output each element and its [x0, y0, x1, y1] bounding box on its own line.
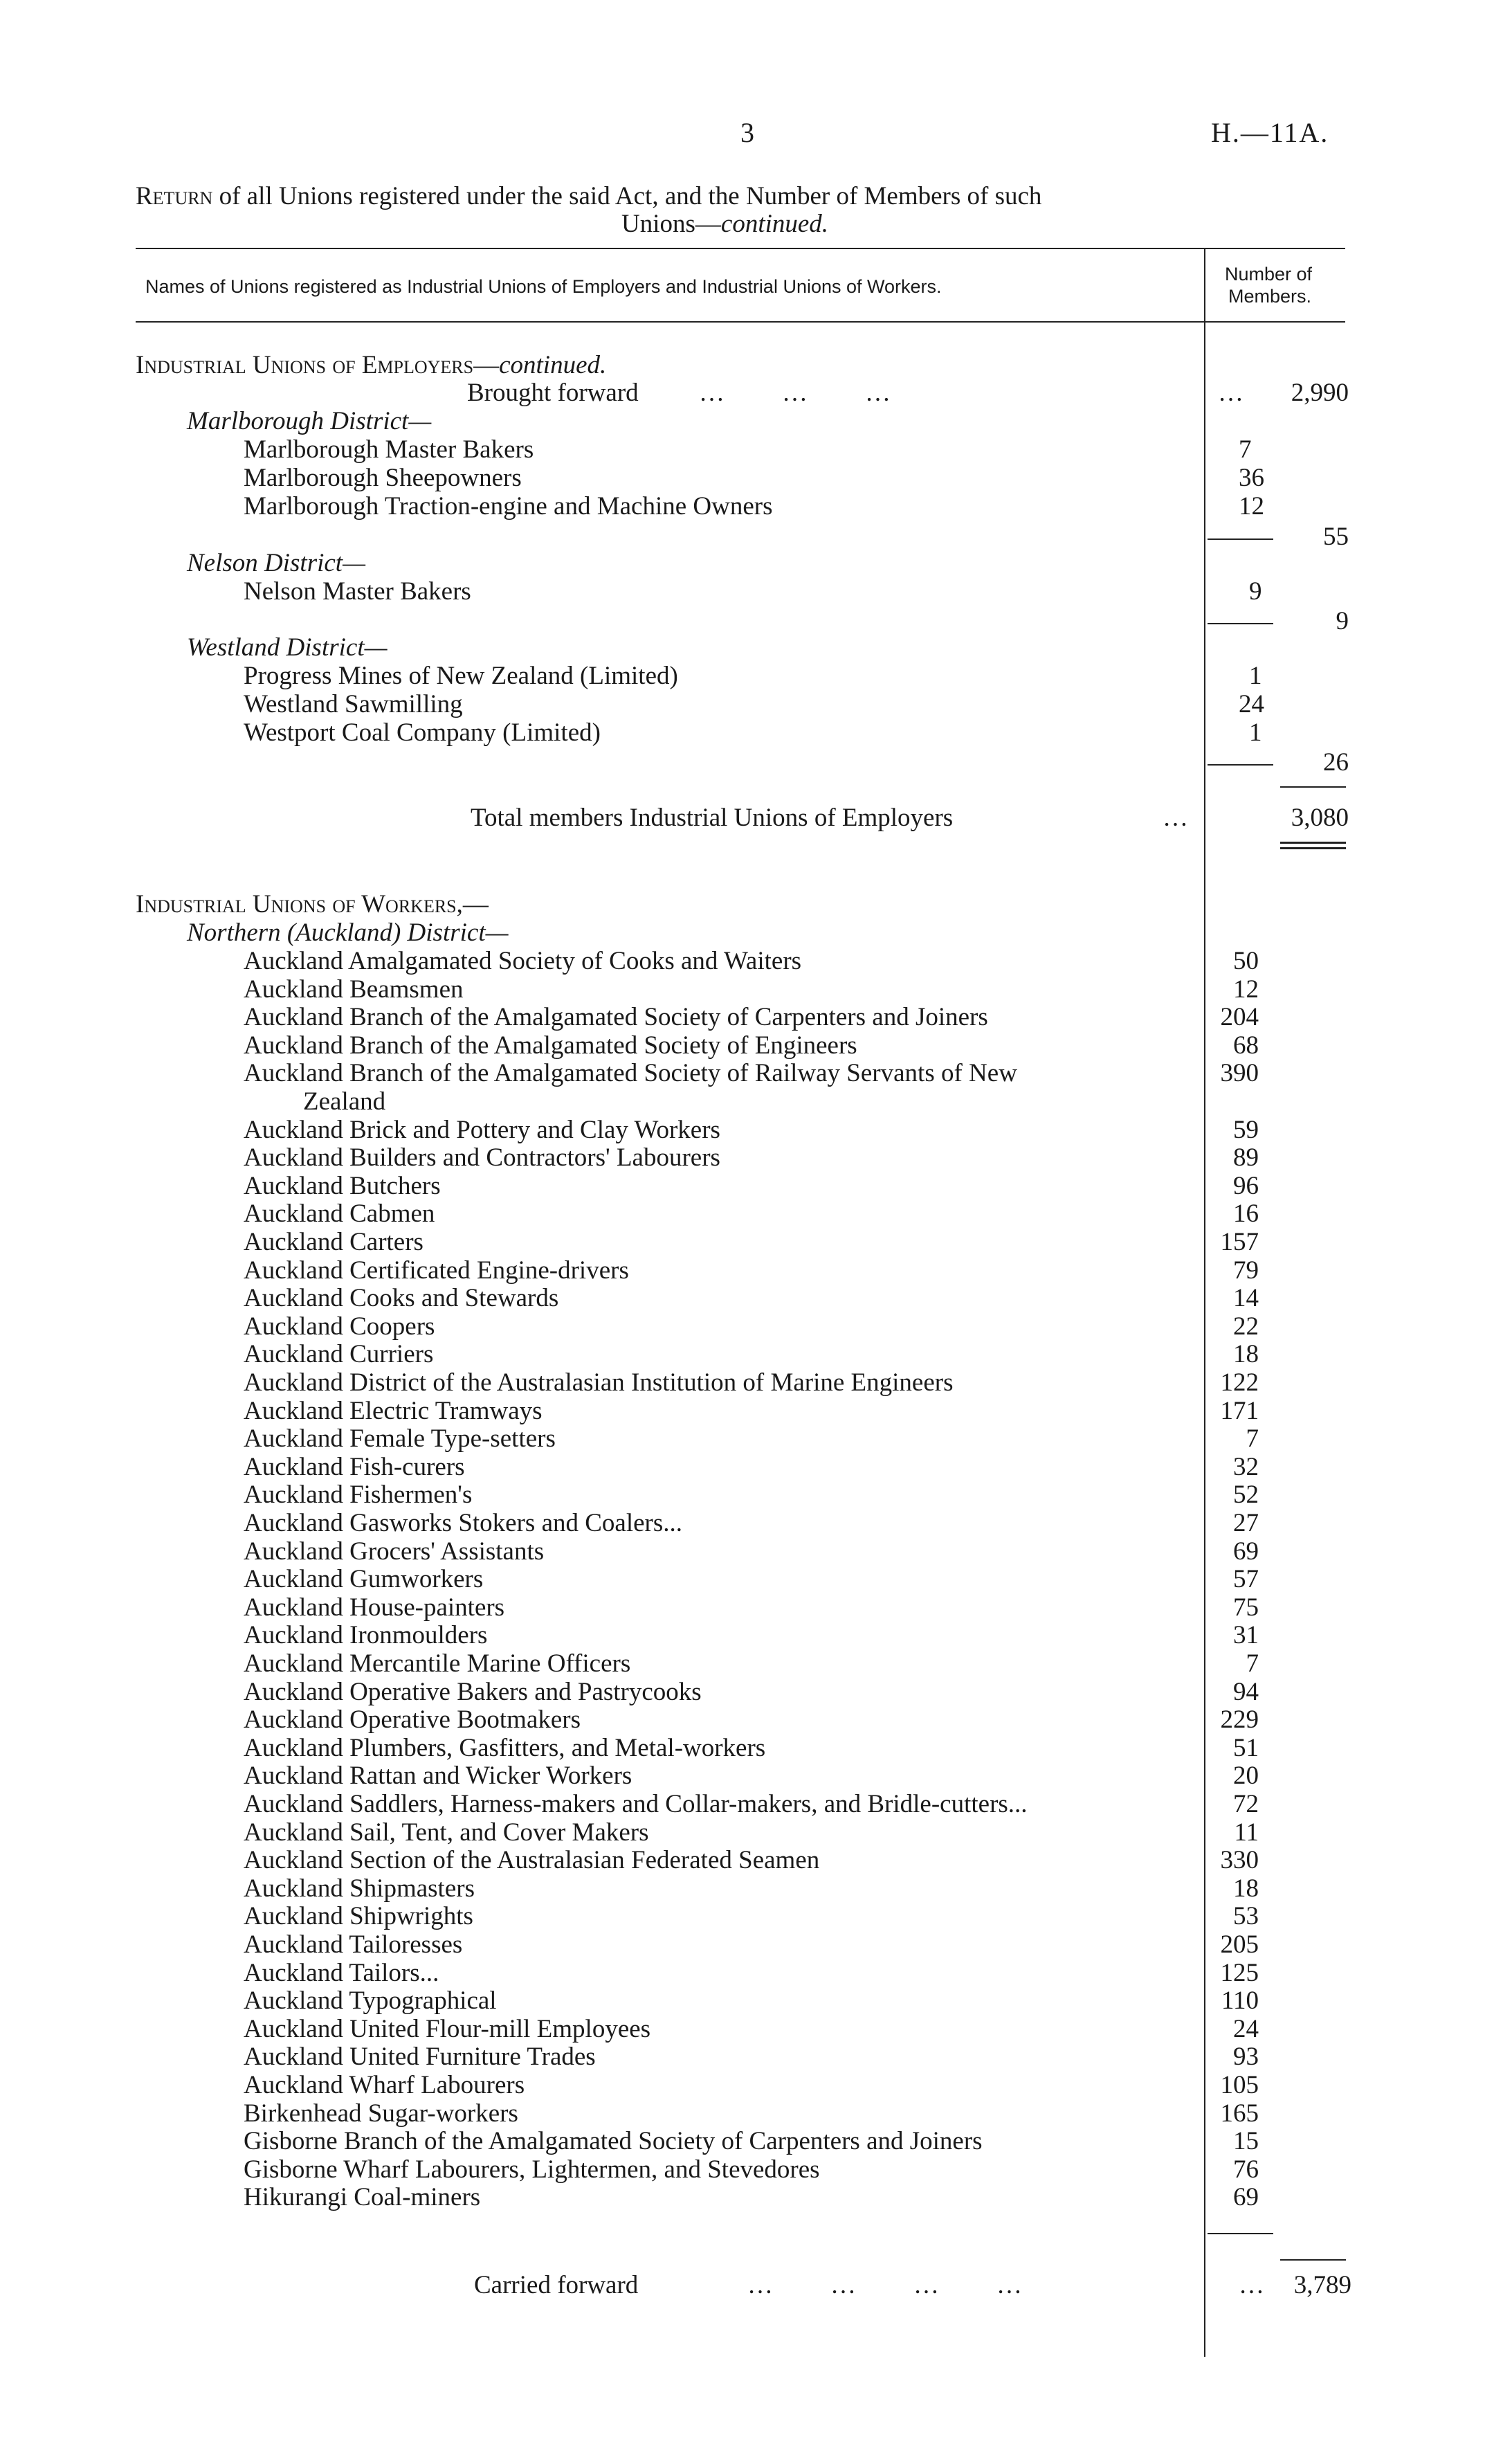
return-title-caps: Return — [136, 182, 213, 210]
union-members: 12 — [1239, 492, 1264, 521]
union-name: Auckland Section of the Australasian Federated Seamen — [244, 1846, 820, 1875]
union-name: Auckland Branch of the Amalgamated Society of Railway Servants of New — [244, 1059, 1017, 1088]
union-name: Auckland Gumworkers — [244, 1565, 484, 1594]
union-name: Auckland Operative Bakers and Pastrycooks — [244, 1677, 702, 1706]
union-members: 229 — [1220, 1705, 1259, 1735]
union-members: 7 — [1239, 435, 1252, 464]
union-members: 125 — [1220, 1958, 1259, 1987]
employers-heading-continued: continued. — [499, 351, 607, 379]
employers-heading-text: Industrial Unions of Employers— — [136, 351, 500, 379]
union-name: Auckland United Flour-mill Employees — [244, 2014, 651, 2043]
union-members: 24 — [1233, 2014, 1259, 2043]
union-name: Auckland Saddlers, Harness-makers and Collar-makers, and Bridle-cutters... — [244, 1790, 1028, 1818]
union-members: 204 — [1220, 1003, 1259, 1032]
district-subtotal: 9 — [1336, 607, 1349, 635]
employers-total-leader: … — [1163, 804, 1189, 832]
district-subtotal: 55 — [1323, 523, 1349, 551]
total-double-rule — [1280, 842, 1346, 844]
union-members: 75 — [1233, 1593, 1259, 1622]
union-name: Auckland Electric Tramways — [244, 1396, 543, 1425]
union-name: Auckland Tailors... — [244, 1958, 439, 1987]
union-members: 20 — [1233, 1762, 1259, 1791]
union-name: Gisborne Wharf Labourers, Lightermen, and Stevedores — [244, 2155, 820, 2184]
employers-section-heading — [136, 352, 606, 379]
union-members: 1 — [1249, 662, 1262, 690]
union-members: 105 — [1220, 2071, 1259, 2099]
carried-forward-leader-2: … — [1239, 2271, 1265, 2299]
union-name: Auckland Ironmoulders — [244, 1621, 488, 1650]
union-members: 205 — [1220, 1930, 1259, 1959]
union-members: 390 — [1220, 1059, 1259, 1088]
return-title-line-1 — [136, 183, 1041, 210]
union-members: 76 — [1233, 2155, 1259, 2184]
brought-forward-leader: … … … — [699, 379, 891, 407]
union-members: 59 — [1233, 1115, 1259, 1144]
union-name: Auckland Wharf Labourers — [244, 2071, 525, 2099]
union-members: 69 — [1233, 2183, 1259, 2212]
union-members: 31 — [1233, 1621, 1259, 1650]
union-members: 36 — [1239, 464, 1264, 492]
union-members: 157 — [1220, 1228, 1259, 1256]
union-members: 32 — [1233, 1452, 1259, 1481]
union-name: Auckland House-painters — [244, 1593, 505, 1622]
union-members: 94 — [1233, 1677, 1259, 1706]
union-members: 110 — [1221, 1986, 1259, 2016]
members-column-header-line-1: Number of — [1225, 264, 1313, 284]
union-name: Auckland Rattan and Wicker Workers — [244, 1762, 632, 1791]
return-title-rest: of all Unions registered under the said Act, and the Number of Members of such — [212, 182, 1042, 210]
return-title-line-2 — [621, 210, 828, 238]
union-members: 18 — [1233, 1874, 1259, 1903]
district-northern-auckland: Northern (Auckland) District— — [187, 918, 509, 947]
union-members: 122 — [1220, 1368, 1259, 1397]
union-name: Westland Sawmilling — [244, 690, 463, 718]
brought-forward-label: Brought forward — [467, 379, 639, 407]
district-westland: Westland District— — [187, 633, 388, 662]
union-members: 27 — [1233, 1509, 1259, 1537]
union-name: Auckland Tailoresses — [244, 1930, 463, 1959]
workers-section-heading: Industrial Unions of Workers,— — [136, 890, 489, 918]
final-column-rule — [1208, 2233, 1273, 2234]
members-column-header-line-2: Members. — [1228, 286, 1312, 307]
union-members: 171 — [1220, 1396, 1259, 1425]
union-name: Auckland Fishermen's — [244, 1481, 473, 1510]
carried-forward-leader: … … … … — [747, 2271, 1023, 2299]
brought-forward-leader-2: … — [1218, 379, 1244, 407]
union-members: 50 — [1233, 947, 1259, 975]
union-name: Progress Mines of New Zealand (Limited) — [244, 662, 678, 690]
final-column-rule — [1280, 2259, 1346, 2261]
subtotal-rule — [1208, 623, 1273, 624]
union-name: Marlborough Master Bakers — [244, 435, 534, 464]
union-name: Auckland Cabmen — [244, 1200, 435, 1229]
employers-total-value: 3,080 — [1291, 804, 1349, 832]
union-name: Marlborough Sheepowners — [244, 464, 522, 492]
union-name: Auckland Beamsmen — [244, 975, 464, 1004]
union-name: Auckland Cooks and Stewards — [244, 1284, 559, 1313]
union-members: 14 — [1233, 1284, 1259, 1313]
union-members: 11 — [1234, 1818, 1259, 1847]
union-name: Nelson Master Bakers — [244, 577, 471, 606]
union-name-continuation: Zealand — [303, 1087, 386, 1116]
union-name: Auckland Shipwrights — [244, 1902, 473, 1931]
union-members: 165 — [1220, 2099, 1259, 2128]
column-top-rule — [1280, 786, 1346, 788]
union-name: Marlborough Traction-engine and Machine Owners — [244, 492, 773, 521]
union-members: 7 — [1246, 1424, 1259, 1454]
union-name: Auckland Amalgamated Society of Cooks and Waiters — [244, 947, 802, 975]
district-subtotal: 26 — [1323, 748, 1349, 777]
union-name: Gisborne Branch of the Amalgamated Society of Carpenters and Joiners — [244, 2127, 983, 2156]
total-double-rule — [1280, 847, 1346, 849]
union-name: Auckland District of the Australasian Institution of Marine Engineers — [244, 1368, 954, 1397]
union-name: Auckland Branch of the Amalgamated Society of Carpenters and Joiners — [244, 1003, 988, 1032]
union-name: Auckland Operative Bootmakers — [244, 1705, 581, 1735]
return-title-continued: continued. — [720, 210, 829, 238]
union-name: Auckland Curriers — [244, 1340, 434, 1369]
union-members: 89 — [1233, 1143, 1259, 1173]
union-members: 69 — [1233, 1537, 1259, 1566]
union-name: Auckland Gasworks Stokers and Coalers... — [244, 1509, 683, 1537]
carried-forward-label: Carried forward — [474, 2271, 639, 2299]
union-name: Auckland Butchers — [244, 1171, 441, 1200]
union-name: Auckland Typographical — [244, 1986, 497, 2016]
union-name: Auckland Branch of the Amalgamated Society of Engineers — [244, 1031, 857, 1060]
union-name: Auckland Builders and Contractors' Labourers — [244, 1143, 720, 1173]
union-name: Westport Coal Company (Limited) — [244, 718, 601, 747]
union-members: 18 — [1233, 1340, 1259, 1369]
carried-forward-value: 3,789 — [1293, 2271, 1351, 2299]
subtotal-rule — [1208, 764, 1273, 766]
union-name: Auckland Grocers' Assistants — [244, 1537, 545, 1566]
union-members: 68 — [1233, 1031, 1259, 1060]
union-name: Auckland Fish-curers — [244, 1452, 465, 1481]
district-marlborough: Marlborough District— — [187, 407, 432, 435]
return-title-unions: Unions— — [621, 210, 721, 238]
union-members: 1 — [1249, 718, 1262, 747]
union-members: 22 — [1233, 1312, 1259, 1341]
union-members: 330 — [1220, 1846, 1259, 1875]
union-name: Auckland Mercantile Marine Officers — [244, 1649, 631, 1678]
union-name: Hikurangi Coal-miners — [244, 2183, 481, 2212]
brought-forward-value: 2,990 — [1291, 379, 1349, 407]
union-members: 53 — [1233, 1902, 1259, 1931]
union-members: 9 — [1249, 577, 1262, 606]
union-name: Auckland Carters — [244, 1228, 423, 1256]
union-members: 12 — [1233, 975, 1259, 1004]
union-name: Auckland Sail, Tent, and Cover Makers — [244, 1818, 649, 1847]
employers-total-label: Total members Industrial Unions of Employers — [471, 804, 954, 832]
union-members: 16 — [1233, 1200, 1259, 1229]
district-nelson: Nelson District— — [187, 549, 365, 577]
subtotal-rule — [1208, 538, 1273, 540]
union-name: Auckland Female Type-setters — [244, 1424, 556, 1454]
union-name: Auckland Certificated Engine-drivers — [244, 1256, 629, 1285]
document-reference: H.—11A. — [1211, 117, 1329, 148]
union-name: Auckland Coopers — [244, 1312, 435, 1341]
union-members: 52 — [1233, 1481, 1259, 1510]
header-top-rule — [136, 248, 1345, 249]
header-bottom-rule — [136, 321, 1345, 323]
union-members: 72 — [1233, 1790, 1259, 1818]
union-members: 51 — [1233, 1733, 1259, 1762]
union-members: 15 — [1233, 2127, 1259, 2156]
union-name: Auckland Plumbers, Gasfitters, and Metal-workers — [244, 1733, 766, 1762]
union-members: 93 — [1233, 2043, 1259, 2072]
union-name: Auckland United Furniture Trades — [244, 2043, 596, 2072]
union-members: 24 — [1239, 690, 1264, 718]
union-name: Birkenhead Sugar-workers — [244, 2099, 518, 2128]
union-members: 7 — [1246, 1649, 1259, 1678]
union-name: Auckland Brick and Pottery and Clay Workers — [244, 1115, 720, 1144]
union-members: 79 — [1233, 1256, 1259, 1285]
union-members: 96 — [1233, 1171, 1259, 1200]
page-number: 3 — [740, 117, 754, 148]
union-members: 57 — [1233, 1565, 1259, 1594]
names-column-header: Names of Unions registered as Industrial Unions of Employers and Industrial Unions of Workers. — [145, 276, 942, 297]
union-name: Auckland Shipmasters — [244, 1874, 475, 1903]
